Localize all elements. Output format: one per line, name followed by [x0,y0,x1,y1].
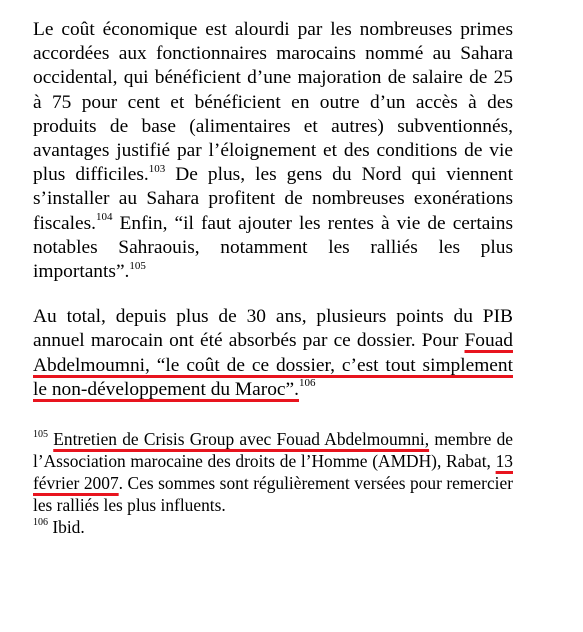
highlighted-footnote-source: Entretien de Crisis Group avec Fouad Abdelmoumni, [53,429,430,450]
footnote-ref-103[interactable]: 103 [148,162,166,175]
footnote-text: membre de l’Association marocaine des droits de l’Homme (AMDH), Rabat, [33,429,513,472]
paragraph-text: Le coût économique est alourdi par les nombreuses primes accordées aux fonctionnaires marocains nommé au Sahara occidental, qui bénéficient d’une majoration de salaire de 25 à 75 pour cent et bénéficient en outre d’un accès à des produits de base (alimentaires et autres) subventionnés, avantages justifié par l’éloignement et des conditions de vie plus difficiles. [33,19,513,186]
footnotes-section [33,428,513,538]
highlighted-date: 13 février 2007 [33,451,513,494]
footnote-text: . Ces sommes sont régulièrement versées pour remercier les ralliés les plus influents. [33,473,514,516]
paragraph-text: Au total, depuis plus de 30 ans, plusieurs points du PIB annuel marocain ont été absorbés par ce dossier. Pour [33,306,513,352]
paragraph-text: De plus, les gens du Nord qui viennent s’installer au Sahara profitent de nombreuses exonérations fiscales. [33,164,514,234]
document-page [33,18,513,538]
footnote-number: 106 [33,517,48,529]
footnote-ref-104[interactable]: 104 [96,211,113,224]
footnote-105 [33,428,513,516]
footnote-ref-105[interactable]: 105 [129,259,146,272]
highlighted-quote: Fouad Abdelmoumni, “le coût de ce dossier, c’est tout simplement le non-développement du Maroc”. [33,330,513,400]
body-paragraph-2 [33,305,513,402]
footnote-text: Ibid. [48,517,85,538]
paragraph-text: Enfin, “il faut ajouter les rentes à vie de certains notables Sahraouis, notamment les ralliés les plus importants”. [33,212,513,283]
footnote-ref-106[interactable]: 106 [299,377,316,390]
footnote-106 [33,516,513,538]
body-paragraph-1 [33,18,513,284]
footnote-number: 105 [33,429,48,441]
